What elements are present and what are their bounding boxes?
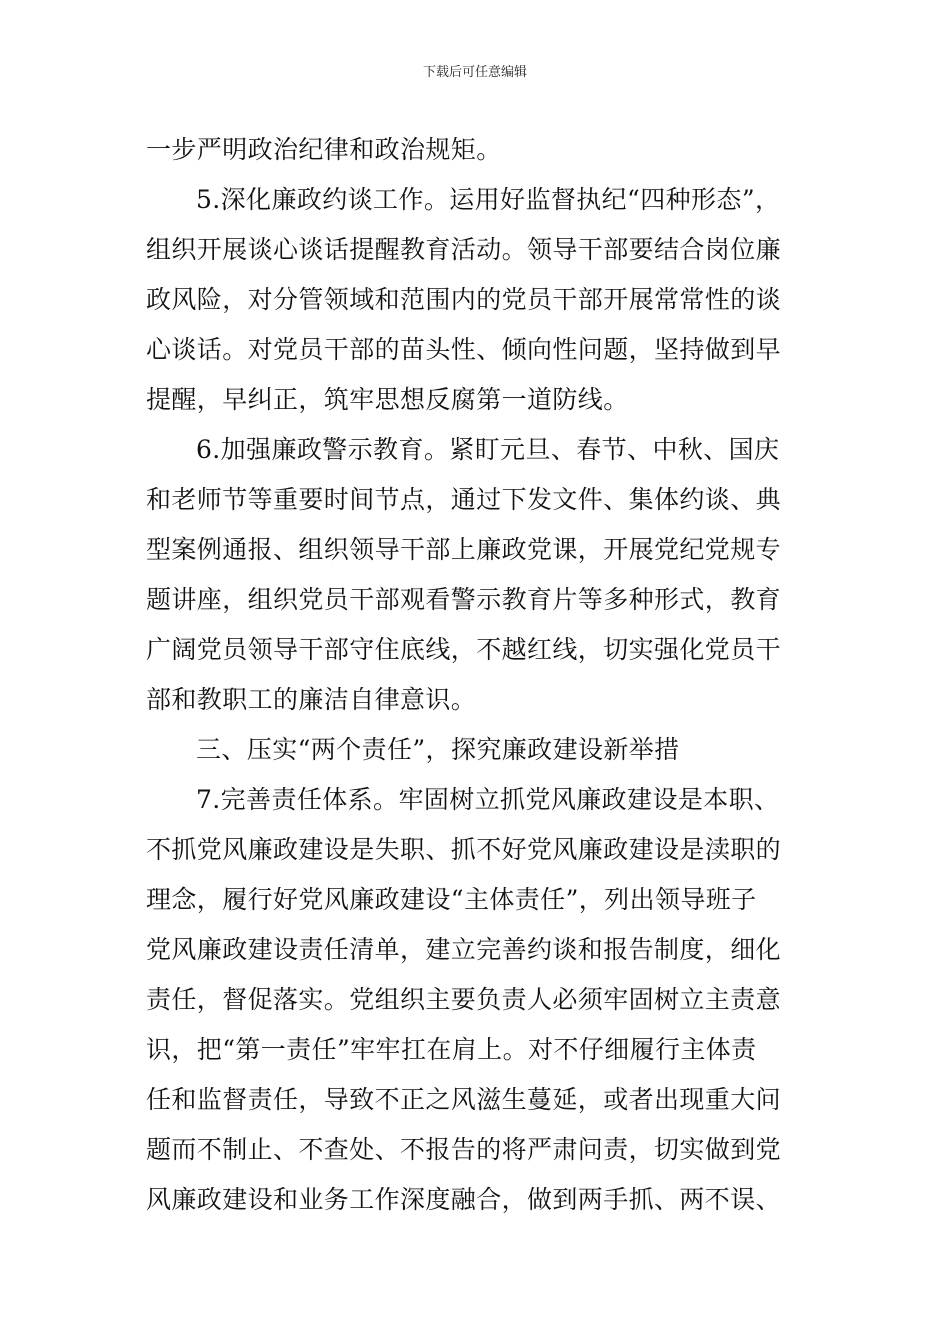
text-line: 风廉政建设和业务工作深度融合，做到两手抓、两不误、 — [146, 1185, 782, 1214]
text-line: 型案例通报、组织领导干部上廉政党课，开展党纪党规专 — [146, 535, 782, 564]
text-line: 组织开展谈心谈话提醒教育活动。领导干部要结合岗位廉 — [146, 235, 782, 264]
text-line: 提醒，早纠正，筑牢思想反腐第一道防线。 — [146, 385, 629, 414]
text-line: 广阔党员领导干部守住底线，不越红线，切实强化党员干 — [146, 635, 782, 664]
text-line: 题讲座，组织党员干部观看警示教育片等多种形式，教育 — [146, 585, 782, 614]
text-line: 识，把“第一责任”牢牢扛在肩上。对不仔细履行主体责 — [146, 1035, 757, 1064]
text-line: 党风廉政建设责任清单，建立完善约谈和报告制度，细化 — [146, 935, 782, 964]
text-line: 一步严明政治纪律和政治规矩。 — [146, 135, 502, 164]
document-body — [146, 125, 810, 1225]
text-line: 和老师节等重要时间节点，通过下发文件、集体约谈、典 — [146, 485, 782, 514]
text-line: 部和教职工的廉洁自律意识。 — [146, 685, 477, 714]
text-line: 理念，履行好党风廉政建设“主体责任”，列出领导班子 — [146, 885, 757, 914]
text-line: 任和监督责任，导致不正之风滋生蔓延，或者出现重大问 — [146, 1085, 782, 1114]
text-line: 题而不制止、不查处、不报告的将严肃问责，切实做到党 — [146, 1135, 782, 1164]
text-line: 6.加强廉政警示教育。紧盯元旦、春节、中秋、国庆 — [196, 435, 780, 464]
text-line: 5.深化廉政约谈工作。运用好监督执纪“四种形态”， — [196, 185, 781, 214]
text-line: 责任，督促落实。党组织主要负责人必须牢固树立主责意 — [146, 985, 782, 1014]
text-line: 政风险，对分管领域和范围内的党员干部开展常常性的谈 — [146, 285, 782, 314]
text-line: 不抓党风廉政建设是失职、抓不好党风廉政建设是渎职的 — [146, 835, 782, 864]
text-line: 心谈话。对党员干部的苗头性、倾向性问题，坚持做到早 — [146, 335, 782, 364]
page-header: 下载后可任意编辑 — [422, 65, 527, 80]
text-line: 7.完善责任体系。牢固树立抓党风廉政建设是本职、 — [196, 785, 780, 814]
section-heading: 三、压实“两个责任”，探究廉政建设新举措 — [196, 735, 680, 764]
